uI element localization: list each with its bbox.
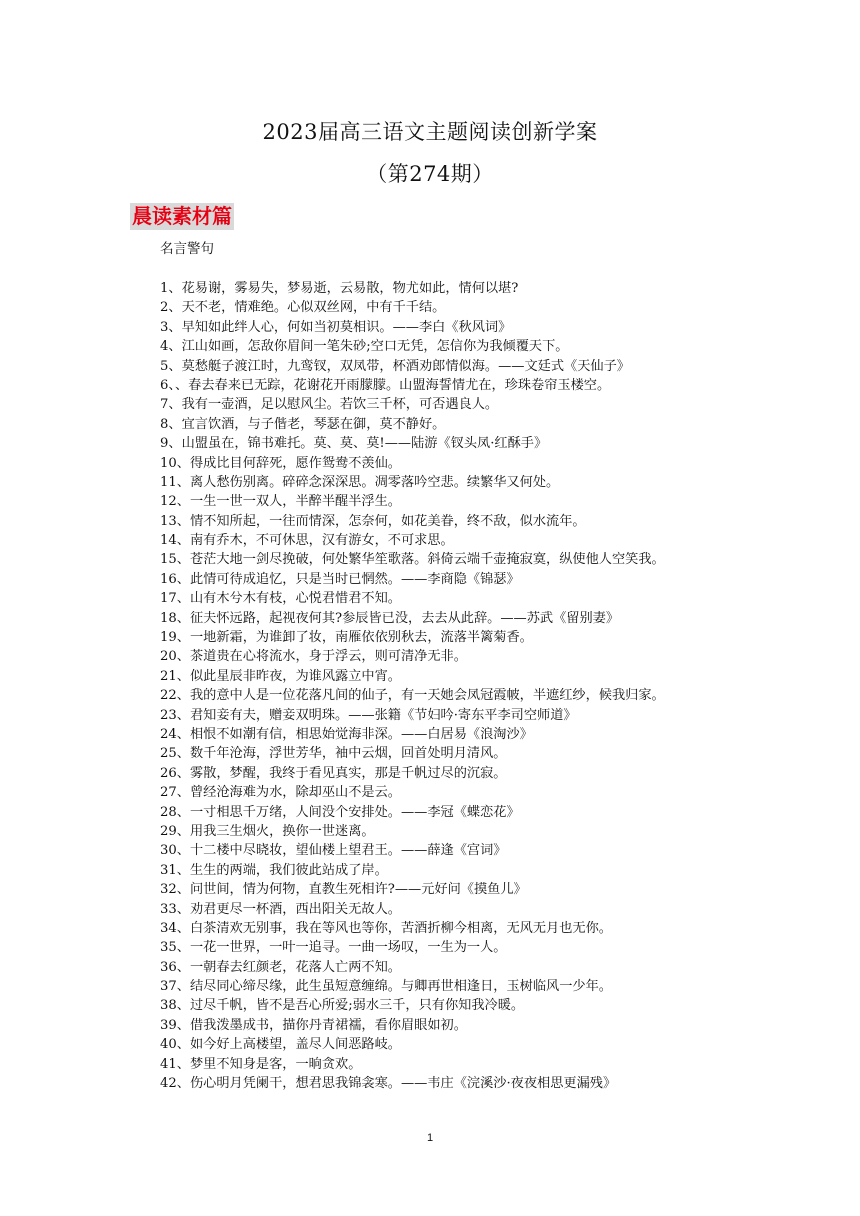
- quote-item: 5、莫愁艇子渡江时，九鸾钗，双凤带，杯酒劝郎情似海。——文廷式《天仙子》: [160, 358, 630, 374]
- subheading: 名言警句: [160, 241, 214, 257]
- quote-item: 4、江山如画，怎敌你眉间一笔朱砂;空口无凭，怎信你为我倾覆天下。: [160, 339, 569, 355]
- quote-item: 40、如今好上高楼望，盖尽人间恶路岐。: [160, 1037, 401, 1053]
- quote-item: 36、一朝春去红颜老，花落人亡两不知。: [160, 959, 401, 975]
- quote-item: 10、得成比目何辞死，愿作鸳鸯不羡仙。: [160, 455, 401, 471]
- quote-item: 6、、春去春来已无踪，花谢花开雨朦朦。山盟海誓情尤在，珍珠卷帘玉楼空。: [160, 377, 611, 393]
- quote-item: 26、雾散，梦醒，我终于看见真实，那是千帆过尽的沉寂。: [160, 765, 507, 781]
- quote-item: 41、梦里不知身是客，一晌贪欢。: [160, 1056, 362, 1072]
- quote-item: 39、借我泼墨成书，描你丹青裙襦，看你眉眼如初。: [160, 1017, 467, 1033]
- quote-item: 33、劝君更尽一杯酒，西出阳关无故人。: [160, 901, 401, 917]
- quote-item: 34、白茶清欢无别事，我在等风也等你，苦酒折柳今相离，无风无月也无你。: [160, 920, 612, 936]
- quote-item: 42、伤心明月凭阑干，想君思我锦衾寒。——韦庄《浣溪沙·夜夜相思更漏残》: [160, 1076, 617, 1092]
- quote-item: 14、南有乔木，不可休思，汉有游女，不可求思。: [160, 533, 454, 549]
- quote-item: 23、君知妾有夫，赠妾双明珠。——张籍《节妇吟·寄东平李司空师道》: [160, 707, 577, 723]
- quote-item: 31、生生的两端，我们彼此站成了岸。: [160, 862, 388, 878]
- quote-item: 1、花易谢，雾易失，梦易逝，云易散，物尤如此，情何以堪?: [160, 281, 519, 296]
- quote-item: 35、一花一世界，一叶一追寻。一曲一场叹，一生为一人。: [160, 940, 507, 956]
- quote-item: 27、曾经沧海难为水，除却巫山不是云。: [160, 785, 401, 801]
- quote-item: 11、离人愁伤别离。碎碎念深深思。凋零落吟空悲。续繁华又何处。: [160, 474, 560, 490]
- quote-item: 16、此情可待成追忆，只是当时已惘然。——李商隐《锦瑟》: [160, 571, 520, 587]
- quote-item: 8、宜言饮酒，与子偕老，琴瑟在御，莫不静好。: [160, 416, 446, 432]
- quote-item: 24、相恨不如潮有信，相思始觉海非深。——白居易《浪淘沙》: [160, 726, 533, 742]
- quote-item: 18、征夫怀远路，起视夜何其?参辰皆已没，去去从此辞。——苏武《留别妻》: [160, 610, 620, 626]
- document-title: 2023届高三语文主题阅读创新学案: [262, 120, 598, 144]
- quote-item: 28、一寸相思千万绪，人间没个安排处。——李冠《蝶恋花》: [160, 804, 520, 820]
- quote-item: 38、过尽千帆，皆不是吾心所爱;弱水三千，只有你知我冷暖。: [160, 998, 525, 1014]
- quote-item: 15、苍茫大地一剑尽挽破，何处繁华笙歌落。斜倚云端千壶掩寂寞，纵使他人空笑我。: [160, 552, 665, 568]
- quote-item: 7、我有一壶酒，足以慰风尘。若饮三千杯，可否遇良人。: [160, 397, 499, 413]
- quote-item: 2、天不老，情难绝。心似双丝网，中有千千结。: [160, 300, 446, 316]
- quote-item: 25、数千年沧海，浮世芳华，袖中云烟，回首处明月清风。: [160, 746, 507, 762]
- quote-item: 9、山盟虽在，锦书难托。莫、莫、莫!——陆游《钗头凤·红酥手》: [160, 436, 548, 452]
- quote-item: 12、一生一世一双人，半醉半醒半浮生。: [160, 494, 401, 510]
- quote-item: 29、用我三生烟火，换你一世迷离。: [160, 823, 375, 839]
- quote-item: 22、我的意中人是一位花落凡间的仙子，有一天她会凤冠霞帔，半遮红纱，候我归家。: [160, 688, 665, 704]
- quote-item: 17、山有木兮木有枝，心悦君惜君不知。: [160, 591, 401, 607]
- quote-list: [160, 279, 840, 1093]
- quote-item: 30、十二楼中尽晓妆，望仙楼上望君王。——薛逢《宫词》: [160, 843, 507, 859]
- quote-item: 3、早知如此绊人心，何如当初莫相识。——李白《秋风词》: [160, 319, 512, 335]
- quote-item: 19、一地新霜，为谁卸了妆，南雁依依别秋去，流落半篱菊香。: [160, 630, 533, 646]
- quote-item: 13、情不知所起，一往而情深，怎奈何，如花美眷，终不敌，似水流年。: [160, 513, 586, 529]
- quote-item: 37、结尽同心缔尽缘，此生虽短意缠绵。与卿再世相逢日，玉树临风一少年。: [160, 979, 612, 995]
- quote-item: 20、茶道贵在心将流水，身于浮云，则可清净无非。: [160, 649, 467, 665]
- section-heading: 晨读素材篇: [132, 204, 232, 228]
- quote-item: 32、问世间，情为何物，直教生死相许?——元好问《摸鱼儿》: [160, 882, 527, 898]
- issue-number: （第274期）: [366, 162, 494, 186]
- page-number: 1: [426, 1132, 434, 1144]
- quote-item: 21、似此星辰非昨夜，为谁风露立中宵。: [160, 668, 401, 684]
